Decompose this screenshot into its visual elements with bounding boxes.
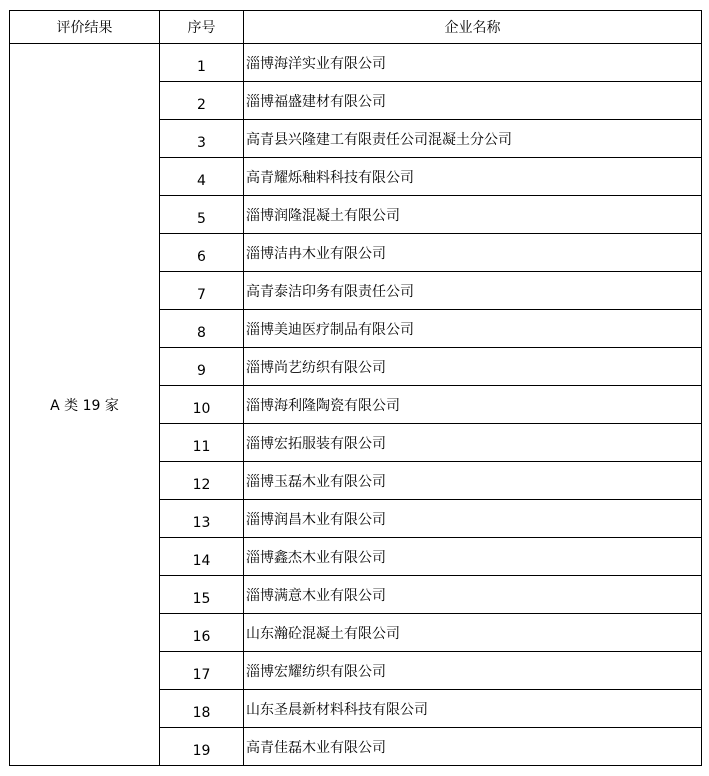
seq-cell: 15 [160,576,244,614]
company-name-cell: 淄博宏耀纺织有限公司 [244,652,702,690]
company-name-cell: 高青泰洁印务有限责任公司 [244,272,702,310]
seq-cell: 17 [160,652,244,690]
company-name-cell: 淄博海利隆陶瓷有限公司 [244,386,702,424]
seq-cell: 1 [160,44,244,82]
seq-cell: 7 [160,272,244,310]
company-name-cell: 高青耀烁釉料科技有限公司 [244,158,702,196]
table-body [10,44,702,766]
company-name-cell: 高青县兴隆建工有限责任公司混凝土分公司 [244,120,702,158]
seq-cell: 5 [160,196,244,234]
company-name-cell: 山东圣晨新材料科技有限公司 [244,690,702,728]
company-name-cell: 淄博玉磊木业有限公司 [244,462,702,500]
seq-cell: 3 [160,120,244,158]
company-name-cell: 淄博尚艺纺织有限公司 [244,348,702,386]
header-row [10,11,702,44]
seq-cell: 19 [160,728,244,766]
company-name-cell: 山东瀚砼混凝土有限公司 [244,614,702,652]
seq-cell: 10 [160,386,244,424]
header-name: 企业名称 [244,11,702,44]
company-name-cell: 淄博满意木业有限公司 [244,576,702,614]
seq-cell: 14 [160,538,244,576]
seq-cell: 16 [160,614,244,652]
evaluation-table [9,10,702,766]
company-name-cell: 淄博福盛建材有限公司 [244,82,702,120]
seq-cell: 11 [160,424,244,462]
company-name-cell: 淄博宏拓服装有限公司 [244,424,702,462]
header-result: 评价结果 [10,11,160,44]
seq-cell: 13 [160,500,244,538]
header-seq: 序号 [160,11,244,44]
company-name-cell: 淄博鑫杰木业有限公司 [244,538,702,576]
result-group-cell: A 类 19 家 [10,44,160,766]
table-row [10,44,702,82]
company-name-cell: 淄博海洋实业有限公司 [244,44,702,82]
seq-cell: 12 [160,462,244,500]
seq-cell: 8 [160,310,244,348]
seq-cell: 18 [160,690,244,728]
company-name-cell: 高青佳磊木业有限公司 [244,728,702,766]
seq-cell: 2 [160,82,244,120]
seq-cell: 4 [160,158,244,196]
company-name-cell: 淄博润隆混凝土有限公司 [244,196,702,234]
seq-cell: 6 [160,234,244,272]
seq-cell: 9 [160,348,244,386]
company-name-cell: 淄博润昌木业有限公司 [244,500,702,538]
company-name-cell: 淄博洁冉木业有限公司 [244,234,702,272]
company-name-cell: 淄博美迪医疗制品有限公司 [244,310,702,348]
